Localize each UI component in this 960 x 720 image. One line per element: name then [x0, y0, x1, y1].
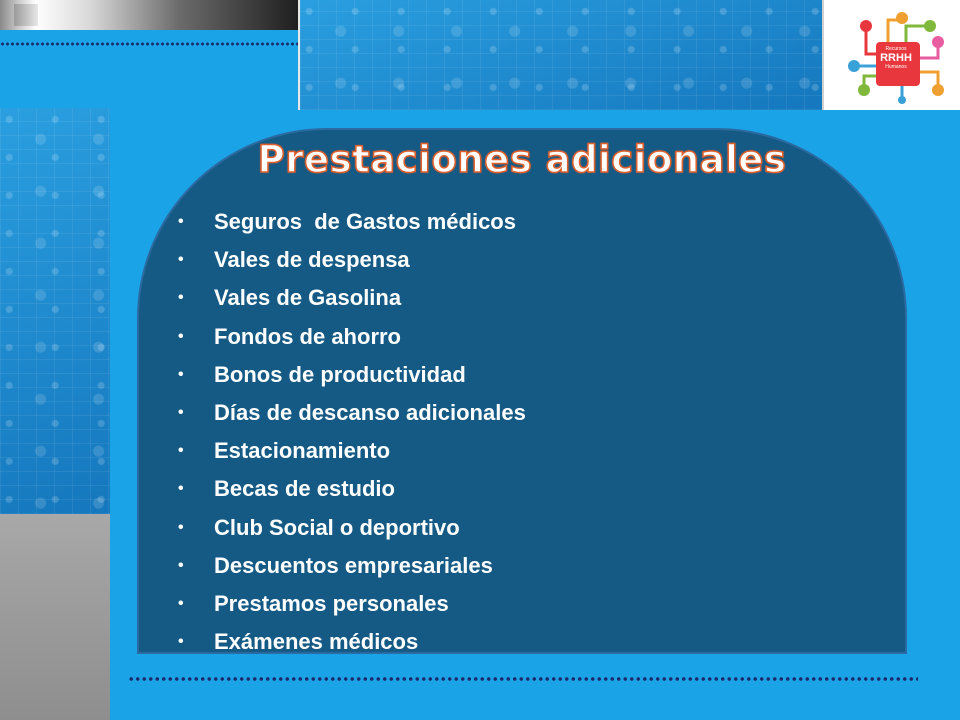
bullet-icon: •: [178, 403, 184, 421]
list-item-label: Vales de despensa: [214, 247, 410, 273]
list-item-label: Descuentos empresariales: [214, 552, 493, 578]
bullet-icon: •: [178, 556, 184, 574]
slide-title: Prestaciones adicionales: [257, 138, 787, 181]
list-item: [172, 279, 526, 317]
list-item: [172, 241, 526, 279]
decorative-top-bar: [0, 0, 298, 30]
list-item-label: Prestamos personales: [214, 590, 449, 616]
bullet-icon: •: [178, 633, 184, 651]
list-item-label: Estacionamiento: [214, 438, 391, 464]
tech-pattern-banner: [298, 0, 824, 110]
gray-side-block: [0, 514, 110, 720]
logo-text: [876, 46, 916, 70]
logo-text-line3: Humanos: [885, 64, 907, 70]
dotted-divider-top: [0, 42, 298, 46]
list-item: [172, 509, 526, 547]
list-item: [172, 623, 526, 661]
list-item: [172, 470, 526, 508]
logo-text-line2: RRHH: [880, 52, 912, 64]
list-item-label: Bonos de productividad: [214, 361, 466, 387]
list-item-label: Días de descanso adicionales: [214, 399, 526, 425]
tech-pattern-sidebar: [0, 108, 110, 514]
list-item-label: Club Social o deportivo: [214, 514, 460, 540]
bullet-icon: •: [178, 213, 184, 230]
bullet-icon: •: [178, 327, 184, 345]
bullet-icon: •: [178, 480, 184, 498]
list-item: [172, 432, 526, 470]
list-item: [172, 203, 526, 241]
bullet-icon: •: [178, 365, 184, 383]
list-item-label: Fondos de ahorro: [214, 323, 401, 349]
list-item: [172, 394, 526, 432]
list-item-label: Seguros de Gastos médicos: [214, 209, 516, 234]
list-item: [172, 318, 526, 356]
logo-box: [822, 0, 960, 110]
list-item-label: Vales de Gasolina: [214, 285, 402, 311]
list-item: [172, 585, 526, 623]
bullet-icon: •: [178, 251, 184, 269]
decorative-notch: [14, 4, 38, 26]
dotted-divider-bottom: [128, 676, 918, 682]
benefits-list: [172, 203, 526, 661]
bullet-icon: •: [178, 594, 184, 612]
list-item-label: Becas de estudio: [214, 476, 395, 502]
bullet-icon: •: [178, 518, 184, 536]
bullet-icon: •: [178, 442, 184, 460]
list-item: [172, 356, 526, 394]
list-item-label: Exámenes médicos: [214, 629, 419, 655]
logo-text-line1: Recursos: [885, 46, 907, 52]
list-item: [172, 547, 526, 585]
bullet-icon: •: [178, 289, 184, 307]
